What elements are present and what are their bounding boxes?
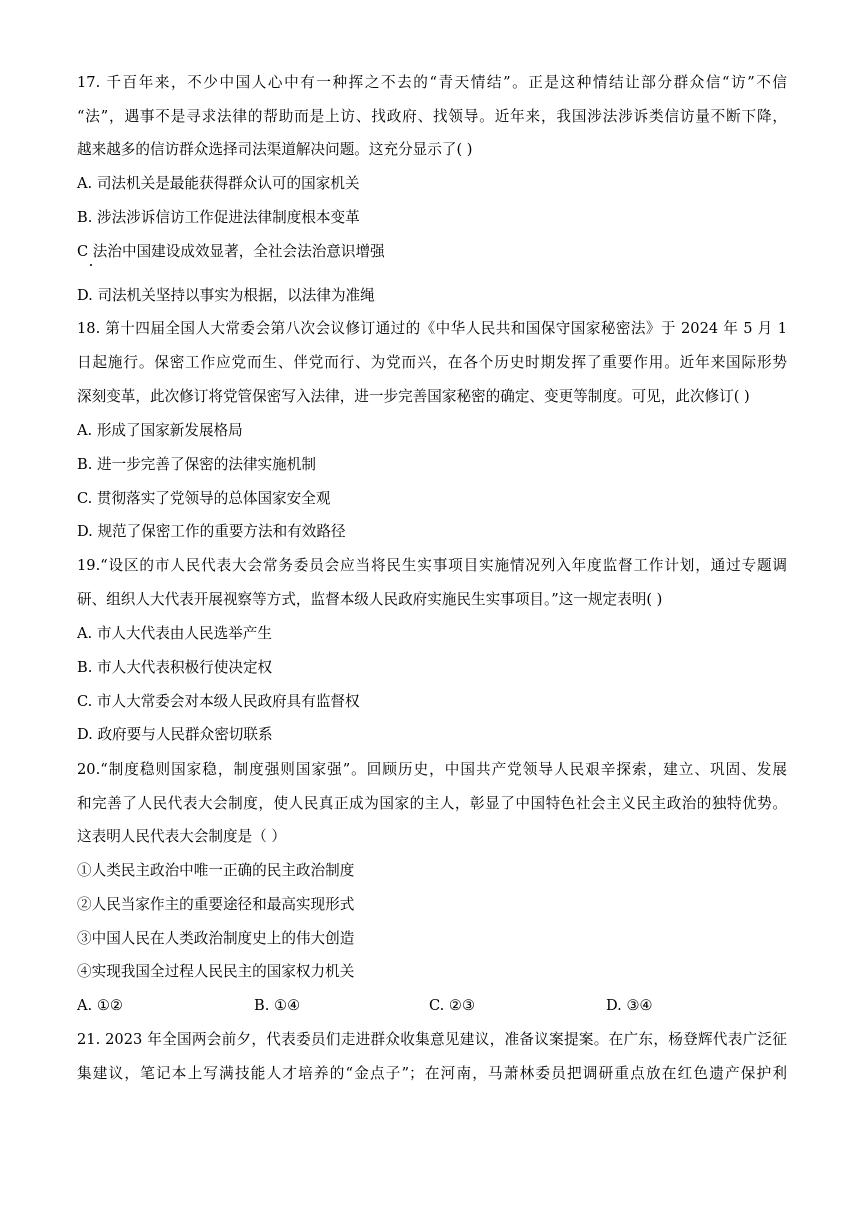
q18-stem-line-3: 深刻变革，此次修订将党管保密写入法律，进一步完善国家秘密的确定、变更等制度。可见，此次修订( ) [77, 388, 750, 405]
q20-stem-line-2: 和完善了人民代表大会制度，使人民真正成为国家的主人，彰显了中国特色社会主义民主政治的独特优势。 [77, 795, 787, 812]
q20-statement-3: ③中国人民在人类政治制度史上的伟大创造 [77, 930, 355, 947]
q21-stem-line-1: 21. 2023 年全国两会前夕，代表委员们走进群众收集意见建议，准备议案提案。在广东，杨登辉代表广泛征 [77, 1031, 787, 1048]
q20-option-c: C. ②③ [429, 997, 476, 1014]
q17-stem-line-3: 越来越多的信访群众选择司法渠道解决问题。这充分显示了( ) [77, 141, 473, 158]
q20-option-d: D. ③④ [606, 997, 653, 1014]
q17-option-c-dot-mark [90, 264, 92, 266]
q17-option-c: C 法治中国建设成效显著，全社会法治意识增强 [77, 243, 385, 260]
q20-option-b: B. ①④ [254, 997, 301, 1014]
q17-option-b: B. 涉法涉诉信访工作促进法律制度根本变革 [77, 209, 360, 226]
q20-statement-1: ①人类民主政治中唯一正确的民主政治制度 [77, 862, 355, 879]
q18-option-b: B. 进一步完善了保密的法律实施机制 [77, 456, 316, 473]
q21-stem-line-2: 集建议，笔记本上写满技能人才培养的“金点子”；在河南，马萧林委员把调研重点放在红色遗产保护利 [77, 1065, 787, 1082]
q18-stem-line-2: 日起施行。保密工作应党而生、伴党而行、为党而兴，在各个历史时期发挥了重要作用。近年来国际形势 [77, 354, 787, 371]
q20-statement-2: ②人民当家作主的重要途径和最高实现形式 [77, 896, 355, 913]
q19-stem-line-2: 研、组织人大代表开展视察等方式，监督本级人民政府实施民生实事项目。”这一规定表明( ) [77, 591, 663, 608]
q18-stem-line-1: 18. 第十四届全国人大常委会第八次会议修订通过的《中华人民共和国保守国家秘密法》于 2024 年 5 月 1 [77, 320, 787, 337]
q17-stem-line-2: “法”，遇事不是寻求法律的帮助而是上访、找政府、找领导。近年来，我国涉法涉诉类信访量不断下降， [77, 108, 787, 125]
q17-option-a: A. 司法机关是最能获得群众认可的国家机关 [77, 175, 360, 192]
q19-option-c: C. 市人大常委会对本级人民政府具有监督权 [77, 693, 360, 710]
q17-stem-line-1: 17. 千百年来，不少中国人心中有一种挥之不去的“青天情结”。正是这种情结让部分群众信“访”不信 [77, 74, 787, 91]
q19-option-a: A. 市人大代表由人民选举产生 [77, 625, 272, 642]
q20-statement-4: ④实现我国全过程人民民主的国家权力机关 [77, 963, 355, 980]
q18-option-a: A. 形成了国家新发展格局 [77, 422, 243, 439]
q18-option-c: C. 贯彻落实了党领导的总体国家安全观 [77, 490, 331, 507]
q20-stem-line-3: 这表明人民代表大会制度是（ ） [77, 828, 286, 845]
q19-stem-line-1: 19.“设区的市人民代表大会常务委员会应当将民生实事项目实施情况列入年度监督工作计划，通过专题调 [77, 557, 787, 574]
q18-option-d: D. 规范了保密工作的重要方法和有效路径 [77, 523, 346, 540]
q20-stem-line-1: 20.“制度稳则国家稳，制度强则国家强”。回顾历史，中国共产党领导人民艰辛探索，建立、巩固、发展 [77, 761, 787, 778]
q17-option-d: D. 司法机关坚持以事实为根据，以法律为准绳 [77, 287, 375, 304]
q20-option-a: A. ①② [77, 997, 123, 1014]
q19-option-d: D. 政府要与人民群众密切联系 [77, 726, 273, 743]
q19-option-b: B. 市人大代表积极行使决定权 [77, 659, 273, 676]
